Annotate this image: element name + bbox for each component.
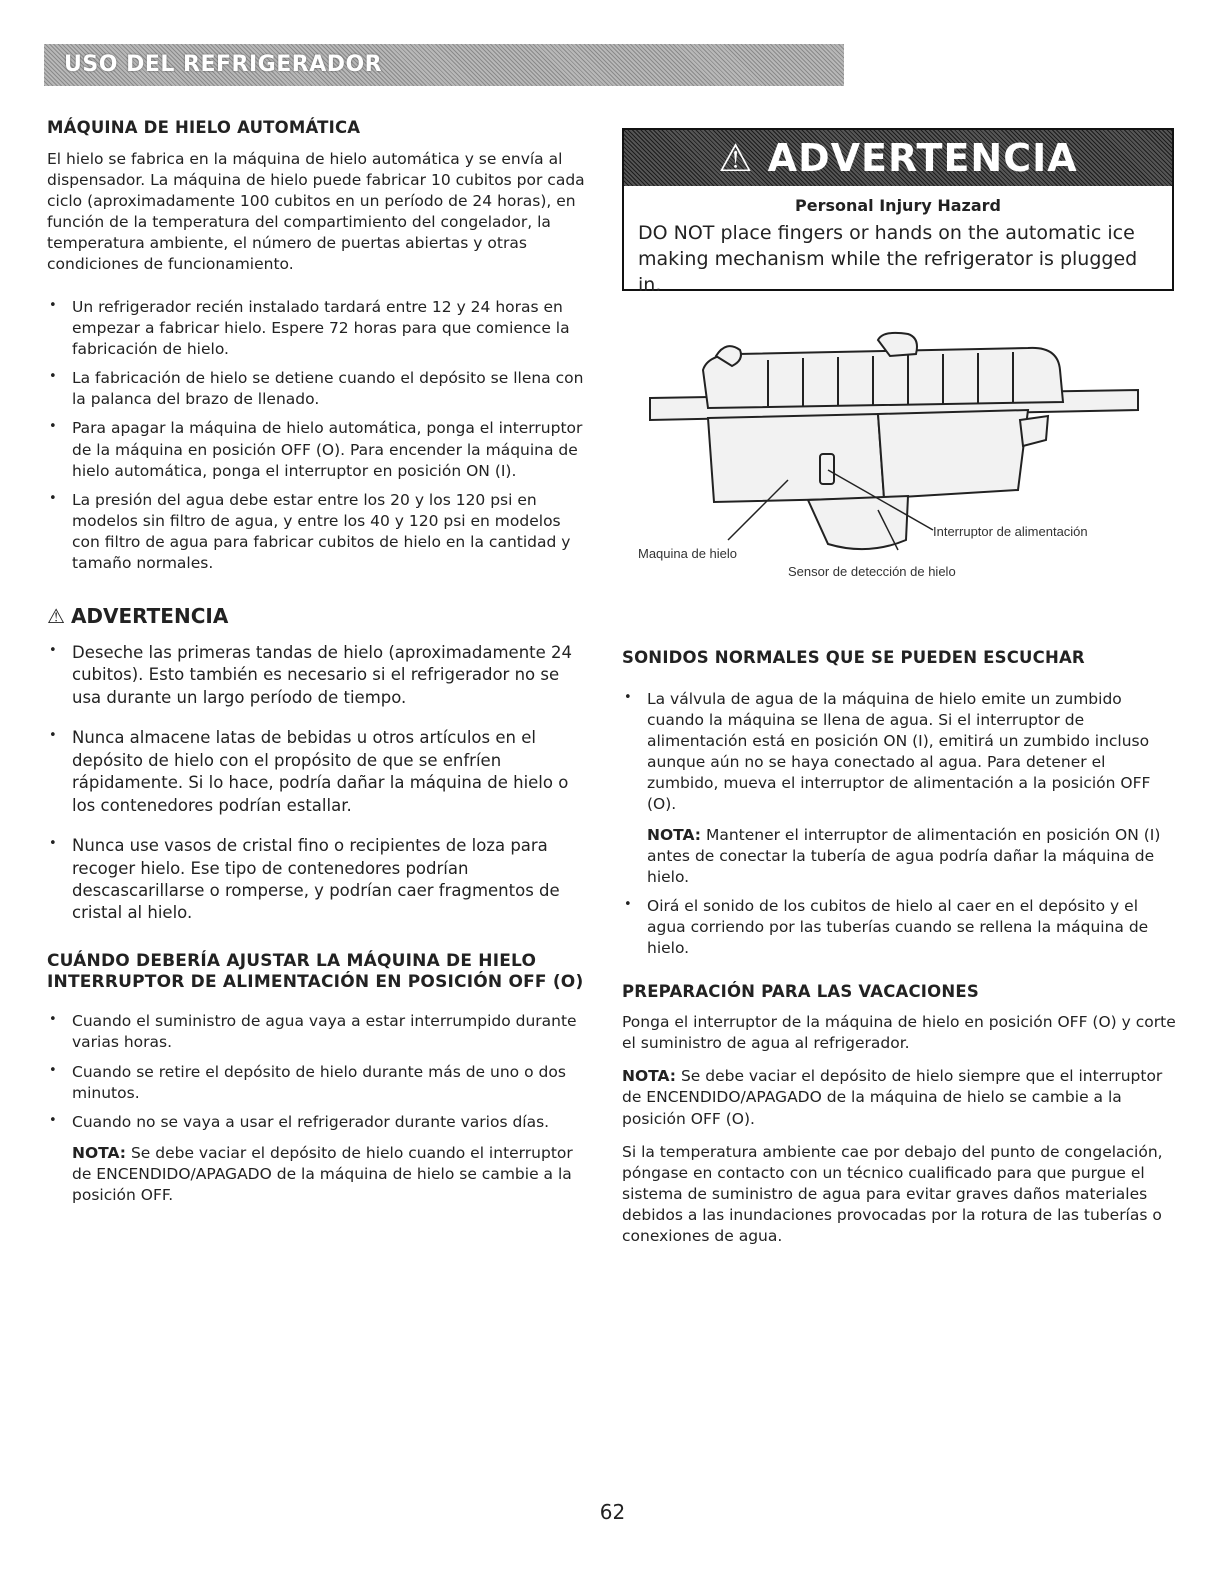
sounds-title: SONIDOS NORMALES QUE SE PUEDEN ESCUCHAR xyxy=(622,648,1085,667)
vacation-title: PREPARACIÓN PARA LAS VACACIONES xyxy=(622,981,979,1001)
section-banner: USO DEL REFRIGERADOR xyxy=(44,44,844,86)
note-text: Se debe vaciar el depósito de hielo cuando el interruptor de ENCENDIDO/APAGADO de la máquina de hielo se cambie a la posición OFF. xyxy=(72,1143,573,1204)
warning-box-subtitle: Personal Injury Hazard xyxy=(795,196,1001,215)
note-label: NOTA: xyxy=(647,826,702,845)
sounds-note xyxy=(647,825,1177,888)
list-item: • Cuando se retire el depósito de hielo durante más de uno o dos minutos. xyxy=(47,1062,592,1104)
warning-heading-label: ADVERTENCIA xyxy=(70,604,229,629)
warning-list xyxy=(47,642,592,925)
list-item: • Deseche las primeras tandas de hielo (aproximadamente 24 cubitos). Esto también es necesario si el refrigerador no se usa durante un largo período de tiempo. xyxy=(47,642,592,709)
note-text: Mantener el interruptor de alimentación en posición ON (I) antes de conectar la tubería de agua podría dañar la máquina de hielo. xyxy=(647,826,1161,887)
left-column xyxy=(47,118,592,1218)
warning-box-title: ADVERTENCIA xyxy=(767,136,1078,180)
note-text: Se debe vaciar el depósito de hielo siempre que el interruptor de ENCENDIDO/APAGADO de la máquina de hielo se cambie a la posición OFF (O). xyxy=(622,1067,1163,1128)
when-off-list xyxy=(47,1011,592,1132)
list-item: • Cuando no se vaya a usar el refrigerador durante varios días. xyxy=(47,1112,592,1133)
vacation-note xyxy=(622,1066,1177,1129)
warning-heading xyxy=(47,604,592,628)
list-item: • Cuando el suministro de agua vaya a estar interrumpido durante varias horas. xyxy=(47,1011,592,1053)
page-number: 62 xyxy=(599,1500,626,1524)
label-ice-machine: Maquina de hielo xyxy=(638,546,738,561)
list-item: • Nunca almacene latas de bebidas u otros artículos en el depósito de hielo con el propósito de que se enfríen rápidamente. Si lo hace, podría dañar la máquina de hielo o los contenedores podrían estallar. xyxy=(47,727,592,817)
ice-maker-title: MÁQUINA DE HIELO AUTOMÁTICA xyxy=(47,118,361,137)
vacation-p1: Ponga el interruptor de la máquina de hielo en posición OFF (O) y corte el suministro de agua al refrigerador. xyxy=(622,1013,1176,1053)
label-power-switch: Interruptor de alimentación xyxy=(933,524,1088,539)
warning-triangle-icon: ⚠ xyxy=(718,136,754,180)
warning-box xyxy=(622,128,1174,296)
warning-box-header xyxy=(624,130,1172,186)
ice-maker-intro: El hielo se fabrica en la máquina de hielo automática y se envía al dispensador. La máquina de hielo puede fabricar 10 cubitos por cada ciclo (aproximadamente 100 cubitos en un período de 24 horas), en función de la temperatura del compartimiento del congelador, la temperatura ambiente, el número de puertas abiertas y otras condiciones de funcionamiento. xyxy=(47,149,585,274)
label-ice-sensor: Sensor de detección de hielo xyxy=(788,564,956,579)
list-item: • Para apagar la máquina de hielo automática, ponga el interruptor de la máquina en posición OFF (O). Para encender la máquina de hielo automática, ponga el interruptor en posición ON (I). xyxy=(47,418,592,481)
ice-maker-list xyxy=(47,297,592,574)
when-off-title: CUÁNDO DEBERÍA AJUSTAR LA MÁQUINA DE HIELO INTERRUPTOR DE ALIMENTACIÓN EN POSICIÓN OFF (O) xyxy=(47,950,584,993)
note-label: NOTA: xyxy=(72,1143,127,1162)
sounds-bullet-1: La válvula de agua de la máquina de hielo emite un zumbido cuando la máquina se llena de agua. Si el interruptor de alimentación está en posición ON (I), emitirá un zumbido incluso aunque aún no se haya conectado al agua. Para detener el zumbido, mueva el interruptor de alimentación a la posición OFF (O). xyxy=(647,689,1151,814)
vacation-p2: Si la temperatura ambiente cae por debajo del punto de congelación, póngase en contacto con un técnico cualificado para que purgue el sistema de suministro de agua para evitar graves daños materiales debidos a las inundaciones provocadas por la rotura de las tuberías o conexiones de agua. xyxy=(622,1142,1163,1245)
list-item: • La presión del agua debe estar entre los 20 y los 120 psi en modelos sin filtro de agua, y entre los 40 y 120 psi en modelos con filtro de agua para fabricar cubitos de hielo en la cantidad y tamaño normales. xyxy=(47,490,592,574)
list-item: • Nunca use vasos de cristal fino o recipientes de loza para recoger hielo. Ese tipo de contenedores podrían descascarillarse o romperse, y podrían caer fragmentos de cristal al hielo. xyxy=(47,835,592,925)
list-item: • La fabricación de hielo se detiene cuando el depósito se llena con la palanca del brazo de llenado. xyxy=(47,368,592,410)
ice-maker-diagram xyxy=(628,330,1168,590)
list-item xyxy=(622,689,1177,889)
list-item: • Oirá el sonido de los cubitos de hielo al caer en el depósito y el agua corriendo por las tuberías cuando se rellena la máquina de hielo. xyxy=(622,896,1177,959)
sounds-list xyxy=(622,689,1177,960)
warning-box-text: DO NOT place fingers or hands on the automatic ice making mechanism while the refrigerator is plugged in. xyxy=(638,222,1138,296)
right-column-sections xyxy=(622,648,1177,1259)
ice-maker-illustration xyxy=(628,330,1168,590)
list-item: • Un refrigerador recién instalado tardará entre 12 y 24 horas en empezar a fabricar hielo. Espere 72 horas para que comience la fabricación de hielo. xyxy=(47,297,592,360)
note-label: NOTA: xyxy=(622,1067,677,1086)
warning-triangle-icon: ⚠ xyxy=(47,604,65,629)
when-off-note xyxy=(47,1143,592,1206)
